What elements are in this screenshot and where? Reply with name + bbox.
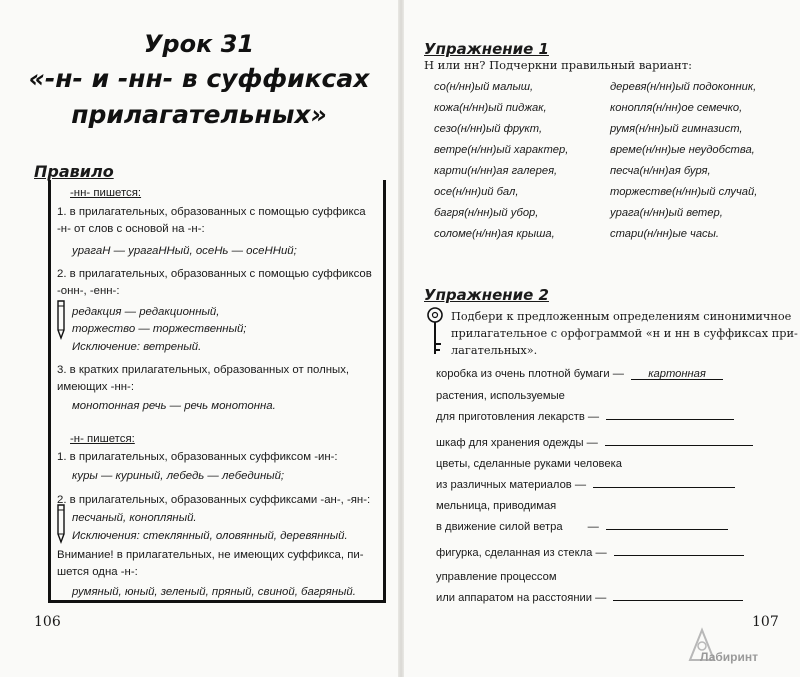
question-text: шкаф для хранения одежды —: [436, 437, 598, 449]
page-number-left: 106: [34, 614, 61, 630]
answer-field[interactable]: [593, 475, 735, 488]
rule-n-2-example: песчаный, конопляный.: [72, 512, 197, 524]
list-item: деревя(н/нн)ый подоконник,: [610, 81, 757, 93]
nn-heading: -нн- пишется:: [70, 187, 142, 199]
list-item: багря(н/нн)ый убор,: [434, 207, 539, 219]
list-item: карти(н/нн)ая галерея,: [434, 165, 558, 177]
rule-nn-2b: -онн-, -енн-:: [57, 285, 120, 297]
answer-field[interactable]: [614, 543, 744, 556]
answer-field[interactable]: картонная: [631, 367, 723, 380]
question-text: коробка из очень плотной бумаги —: [436, 368, 624, 380]
left-page: [0, 0, 398, 677]
rule-nn-2-example2: торжество — торжественный;: [72, 323, 247, 335]
list-item: осе(н/нн)ий бал,: [434, 186, 519, 198]
watermark-text: Лабиринт: [700, 650, 759, 664]
exercise1-heading: Упражнение 1: [424, 40, 549, 58]
rule-n-2a: 2. в прилагательных, образованных суффиксами -ан-, -ян-:: [57, 494, 371, 506]
question-text: из различных материалов —: [436, 479, 587, 491]
exercise2-task-line1: Подбери к предложенным определениям синонимичное: [451, 310, 792, 323]
dash: —: [587, 521, 599, 533]
key-icon: [424, 306, 446, 358]
rule-nn-3a: 3. в кратких прилагательных, образованных от полных,: [57, 364, 350, 376]
lesson-subtitle-line1: «-н- и -нн- в суффиксах: [28, 64, 370, 93]
exercise2-heading: Упражнение 2: [424, 286, 549, 304]
question-7a: управление процессом: [436, 571, 557, 583]
answer-field[interactable]: [613, 588, 743, 601]
attention-example: румяный, юный, зеленый, пряный, свиной, багряный.: [72, 586, 356, 598]
question-text: фигурка, сделанная из стекла —: [436, 547, 607, 559]
answer-field[interactable]: [606, 517, 728, 530]
rule-n-2-exceptions: Исключения: стеклянный, оловянный, деревянный.: [72, 530, 348, 542]
answer-field[interactable]: [606, 407, 734, 420]
pencil-icon: [54, 300, 68, 340]
list-item: румя(н/нн)ый гимназист,: [610, 123, 743, 135]
rule-nn-2-example1: редакция — редакционный,: [72, 306, 220, 318]
exercise1-task: Н или нн? Подчеркни правильный вариант:: [424, 58, 692, 72]
question-1: [436, 367, 723, 381]
list-item: со(н/нн)ый малыш,: [434, 81, 534, 93]
question-7b: [436, 588, 743, 605]
page-number-right: 107: [752, 614, 779, 630]
n-heading: -н- пишется:: [70, 433, 135, 445]
rule-nn-1b: -н- от слов с основой на -н-:: [57, 223, 205, 235]
list-item: конопля(н/нн)ое семечко,: [610, 102, 743, 114]
list-item: песча(н/нн)ая буря,: [610, 165, 711, 177]
lesson-title: Урок 31: [143, 30, 255, 58]
rule-nn-3b: имеющих -нн-:: [57, 381, 134, 393]
answer-field[interactable]: [605, 433, 753, 446]
rule-nn-2a: 2. в прилагательных, образованных с помощью суффиксов: [57, 268, 372, 280]
list-item: кожа(н/нн)ый пиджак,: [434, 102, 547, 114]
question-2b: [436, 407, 734, 424]
exercise2-task-line3: лагательных».: [451, 344, 538, 357]
rule-nn-1-example: урагаН — урагаННый, осеНь — осеННий;: [72, 245, 297, 257]
list-item: ветре(н/нн)ый характер,: [434, 144, 569, 156]
pencil-icon: [54, 504, 68, 544]
rule-heading: Правило: [34, 162, 114, 181]
list-item: урага(н/нн)ый ветер,: [610, 207, 723, 219]
list-item: сезо(н/нн)ый фрукт,: [434, 123, 543, 135]
question-4b: [436, 475, 735, 492]
attention-line2: шется одна -н-:: [57, 566, 138, 578]
list-item: стари(н/нн)ые часы.: [610, 228, 719, 240]
rule-nn-3-example: монотонная речь — речь монотонна.: [72, 400, 276, 412]
question-2a: растения, используемые: [436, 390, 565, 402]
list-item: соломе(н/нн)ая крыша,: [434, 228, 555, 240]
question-3: [436, 433, 753, 450]
attention-line1: [57, 548, 364, 562]
question-4a: цветы, сделанные руками человека: [436, 458, 622, 470]
rule-n-1a: 1. в прилагательных, образованных суффиксом -ин-:: [57, 451, 338, 463]
question-text: для приготовления лекарств —: [436, 411, 600, 423]
question-5b: [436, 517, 728, 534]
attention-text: Внимание! в прилагательных, не имеющих суффикса, пи-: [57, 549, 364, 561]
question-5a: мельница, приводимая: [436, 500, 557, 512]
rule-n-1-example: куры — куриный, лебедь — лебединый;: [72, 470, 285, 482]
list-item: торжестве(н/нн)ый случай,: [610, 186, 758, 198]
question-text: или аппаратом на расстоянии —: [436, 592, 607, 604]
lesson-subtitle-line2: прилагательных»: [71, 100, 327, 129]
exercise2-task-line2: прилагательное с орфограммой «н и нн в суффиксах при-: [451, 327, 798, 340]
question-text: в движение силой ветра: [436, 521, 563, 533]
question-6: [436, 543, 744, 560]
rule-nn-2-exception: Исключение: ветреный.: [72, 341, 202, 353]
list-item: време(н/нн)ые неудобства,: [610, 144, 755, 156]
rule-nn-1a: 1. в прилагательных, образованных с помощью суффикса: [57, 206, 366, 218]
